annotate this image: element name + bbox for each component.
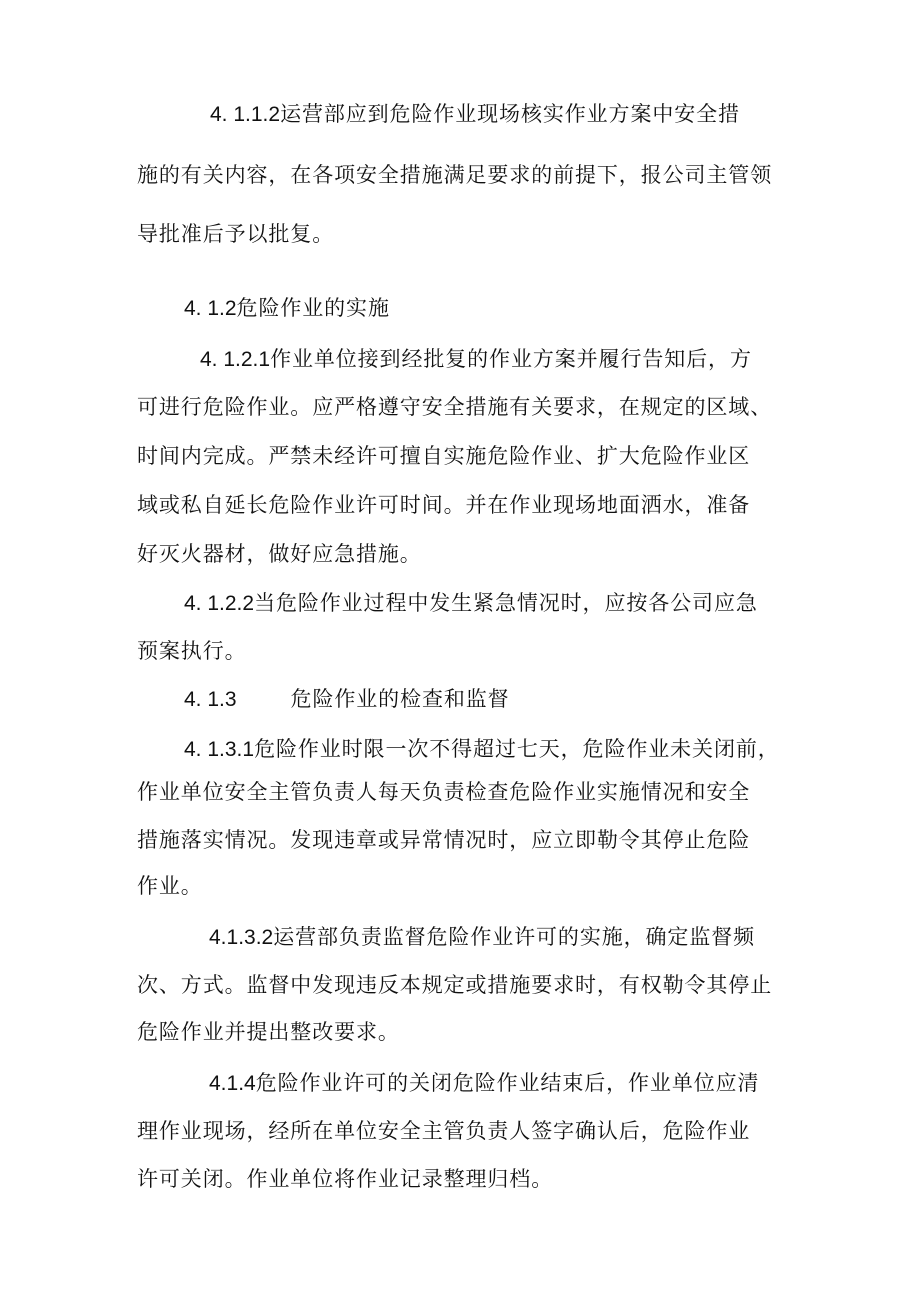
paragraph-line	[209, 1068, 799, 1099]
paragraph-text: 当危险作业过程中发生紧急情况时，应按各公司应急	[254, 591, 758, 615]
heading-text: 危险作业的实施	[236, 296, 390, 320]
paragraph-line: 导批准后予以批复。	[137, 222, 335, 246]
paragraph-line: 作业单位安全主管负责人每天负责检查危险作业实施情况和安全	[137, 780, 751, 804]
paragraph-text: 运营部负责监督危险作业许可的实施，确定监督频	[273, 925, 756, 949]
section-number: 4. 1.3.1	[184, 738, 255, 761]
paragraph-line: 次、方式。监督中发现违反本规定或措施要求时，有权勒令其停止	[137, 973, 773, 997]
paragraph-line: 可进行危险作业。应严格遵守安全措施有关要求，在规定的区域、	[137, 395, 773, 419]
paragraph-line	[184, 734, 794, 765]
paragraph-line: 理作业现场，经所在单位安全主管负责人签字确认后，危险作业	[137, 1119, 751, 1143]
section-number: 4.1.3.2	[209, 926, 274, 949]
paragraph-text: 运营部应到危险作业现场核实作业方案中安全措	[280, 102, 740, 126]
paragraph-line	[200, 344, 800, 375]
section-number: 4. 1.1.2	[210, 103, 281, 126]
paragraph-text: 危险作业许可的关闭危险作业结束后，作业单位应清	[255, 1071, 760, 1095]
section-number: 4. 1.2	[184, 297, 237, 320]
paragraph-line: 施的有关内容，在各项安全措施满足要求的前提下，报公司主管领	[137, 163, 773, 187]
paragraph-line	[209, 922, 799, 953]
section-heading	[184, 293, 784, 324]
section-number: 4.1.4	[209, 1072, 256, 1095]
paragraph-line: 预案执行。	[137, 639, 247, 663]
paragraph-line: 危险作业并提出整改要求。	[137, 1020, 400, 1044]
paragraph-line: 域或私自延长危险作业许可时间。并在作业现场地面洒水，准备	[137, 493, 751, 517]
paragraph-line	[210, 99, 800, 130]
section-number: 4. 1.3	[184, 688, 237, 711]
section-number: 4. 1.2.1	[200, 348, 271, 371]
paragraph-line: 好灭火器材，做好应急措施。	[137, 542, 422, 566]
paragraph-line	[184, 588, 794, 619]
section-heading	[184, 684, 784, 715]
paragraph-line: 措施落实情况。发现违章或异常情况时，应立即勒令其停止危险	[137, 828, 751, 852]
paragraph-line: 许可关闭。作业单位将作业记录整理归档。	[137, 1167, 554, 1191]
heading-text: 危险作业的检查和监督	[290, 687, 510, 711]
section-number: 4. 1.2.2	[184, 592, 255, 615]
paragraph-text: 作业单位接到经批复的作业方案并履行告知后，方	[270, 347, 752, 371]
paragraph-line: 时间内完成。严禁未经许可擅自实施危险作业、扩大危险作业区	[137, 444, 751, 468]
paragraph-line: 作业。	[137, 874, 203, 898]
paragraph-text: 危险作业时限一次不得超过七天，危险作业未关闭前，	[254, 737, 780, 761]
